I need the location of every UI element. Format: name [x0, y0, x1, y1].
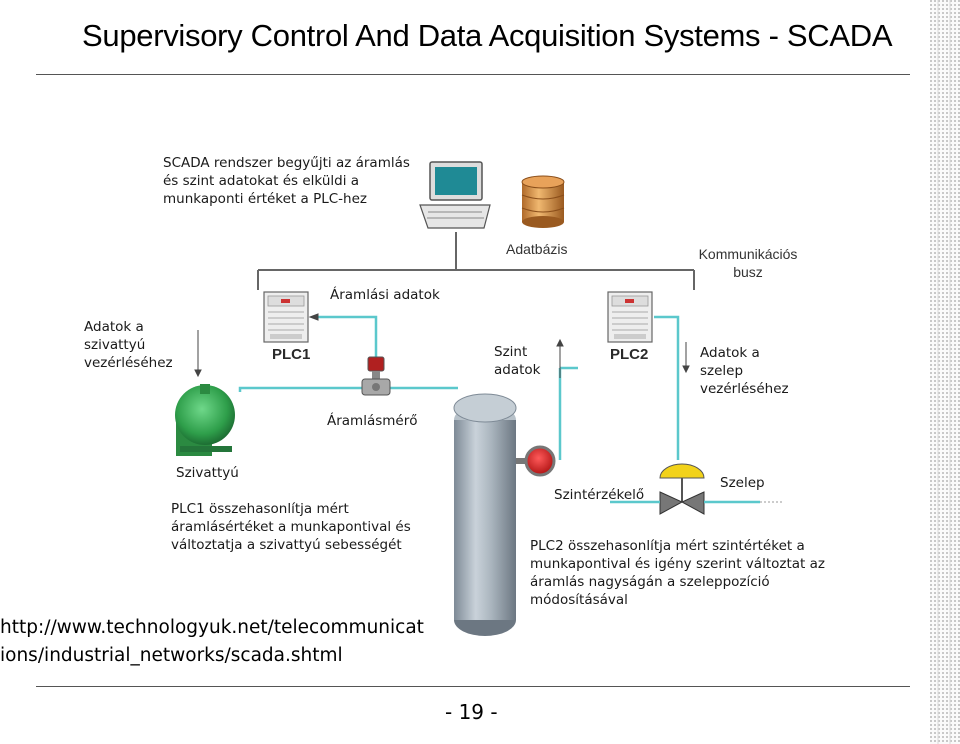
plc1-device-icon: [264, 292, 308, 342]
plc2-label: PLC2: [610, 346, 649, 363]
level-data-label: Szint adatok: [494, 344, 541, 378]
plc1-label: PLC1: [272, 346, 311, 363]
database-icon: [522, 176, 564, 228]
flow-data-label: Áramlási adatok: [330, 287, 440, 303]
plc1-description: PLC1 összehasonlítja mért áramlásértéket a munkapontival és változtatja a szivattyú sebességét: [171, 501, 411, 553]
flowmeter-icon: [362, 357, 390, 395]
level-sensor-label: Szintérzékelő: [554, 487, 645, 503]
tank-icon: [454, 394, 516, 636]
flowmeter-label: Áramlásmérő: [327, 413, 418, 429]
footer-divider: [36, 686, 910, 687]
pump-icon: [175, 384, 235, 456]
source-url[interactable]: http://www.technologyuk.net/telecommunicat ions/industrial_networks/scada.shtml: [0, 617, 424, 666]
valve-data-label: Adatok a szelep vezérléséhez: [700, 345, 789, 397]
page-number: - 19 -: [445, 700, 498, 724]
valve-label: Szelep: [720, 475, 765, 491]
plc2-description: PLC2 összehasonlítja mért szintértéket a munkapontival és igény szerint változtat az áramlás nagyságán a szeleppozíció módosításával: [530, 538, 825, 608]
pump-data-label: Adatok a szivattyú vezérléséhez: [84, 319, 173, 371]
scada-info-text: SCADA rendszer begyűjti az áramlás és szint adatokat és elküldi a munkaponti értéket a PLC-hez: [163, 155, 410, 207]
communication-bus: [258, 232, 694, 290]
computer-icon: [420, 162, 490, 228]
comm-bus-label: Kommunikációs busz: [698, 246, 798, 280]
database-label: Adatbázis: [506, 241, 568, 257]
plc2-device-icon: [608, 292, 652, 342]
level-sensor-icon: [516, 447, 554, 475]
pump-label: Szivattyú: [176, 465, 239, 481]
page-title: Supervisory Control And Data Acquisition Systems - SCADA: [82, 18, 893, 53]
